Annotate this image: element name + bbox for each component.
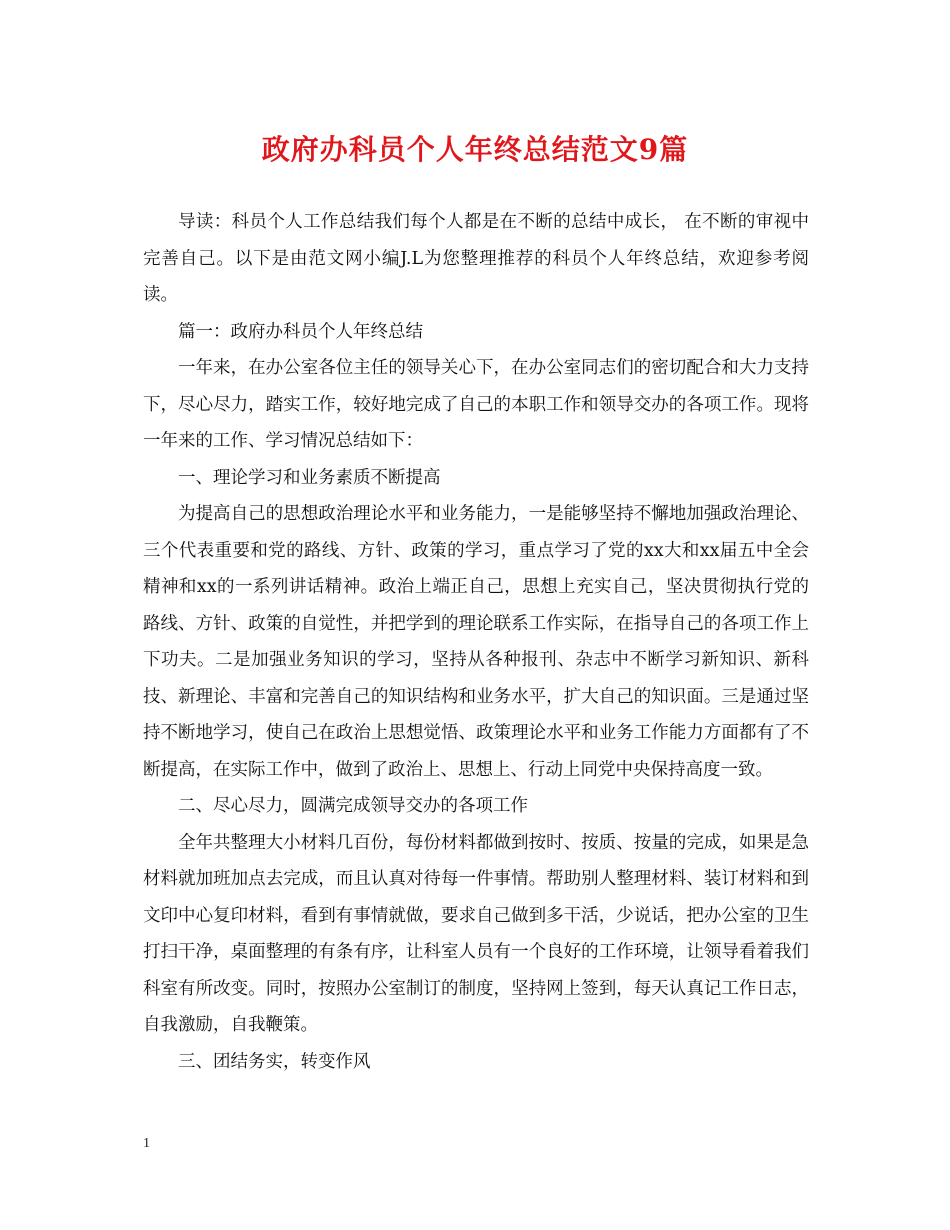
paragraph: 一年来，在办公室各位主任的领导关心下，在办公室同志们的密切配合和大力支持下，尽心尽力，踏实工作，较好地完成了自己的本职工作和领导交办的各项工作。现将一年来的工作、学习情况总结如下： (143, 358, 809, 451)
document-body (143, 204, 809, 1080)
document-title: 政府办科员个人年终总结范文9篇 (261, 133, 689, 166)
page-number: 1 (143, 1136, 150, 1151)
paragraph-subheading: 三、团结务实，转变作风 (178, 1051, 371, 1072)
paragraph-subheading: 二、尽心尽力，圆满完成领导交办的各项工作 (178, 796, 528, 816)
paragraph-intro: 导读：科员个人工作总结我们每个人都是在不断的总结中成长， 在不断的审视中完善自己。以下是由范文网小编J.L为您整理推荐的科员个人年终总结，欢迎参考阅读。 (143, 212, 809, 305)
paragraph: 全年共整理大小材料几百份，每份材料都做到按时、按质、按量的完成，如果是急材料就加班加点去完成，而且认真对待每一件事情。帮助别人整理材料、装订材料和到文印中心复印材料，看到有事情就做，要求自己做到多干活，少说话，把办公室的卫生打扫干净，桌面整理的有条有序，让科室人员有一个良好的工作环境，让领导看着我们科室有所改变。同时，按照办公室制订的制度，坚持网上签到，每天认真记工作日志，自我激励，自我鞭策。 (143, 832, 809, 1035)
paragraph-section-heading: 篇一：政府办科员个人年终总结 (178, 321, 423, 342)
paragraph: 为提高自己的思想政治理论水平和业务能力，一是能够坚持不懈地加强政治理论、三个代表重要和党的路线、方针、政策的学习，重点学习了党的xx大和xx届五中全会精神和xx的一系列讲话精神。政治上端正自己，思想上充实自己，坚决贯彻执行党的路线、方针、政策的自觉性，并把学到的理论联系工作实际，在指导自己的各项工作上下功夫。二是加强业务知识的学习，坚持从各种报刊、杂志中不断学习新知识、新科技、新理论、丰富和完善自己的知识结构和业务水平，扩大自己的知识面。三是通过坚持不断地学习，使自己在政治上思想觉悟、政策理论水平和业务工作能力方面都有了不断提高，在实际工作中，做到了政治上、思想上、行动上同党中央保持高度一致。 (143, 504, 809, 780)
paragraph-subheading: 一、理论学习和业务素质不断提高 (178, 467, 441, 488)
